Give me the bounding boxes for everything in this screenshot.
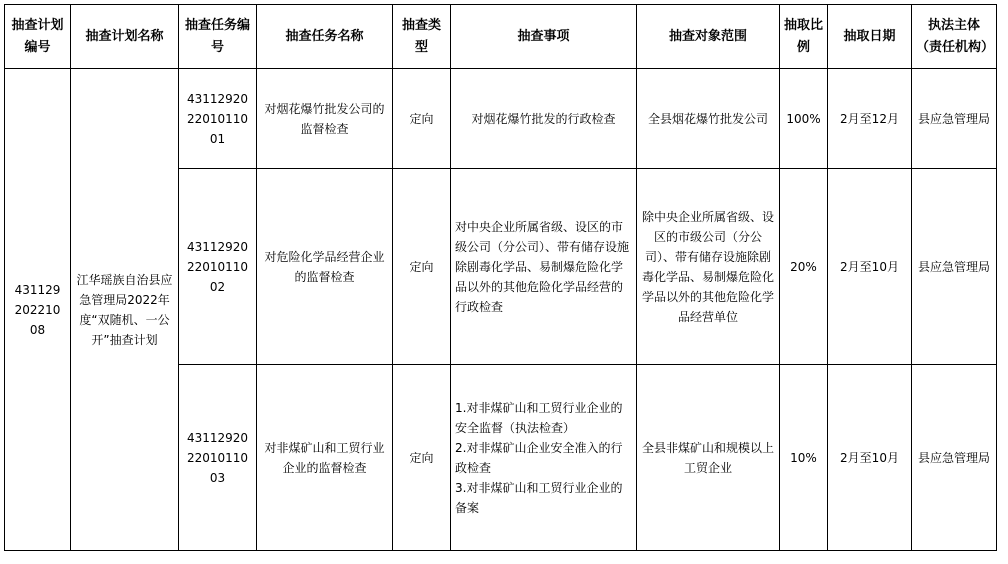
check-type-cell: 定向 xyxy=(393,169,451,365)
header-task-name: 抽查任务名称 xyxy=(257,5,393,69)
header-plan-code: 抽查计划编号 xyxy=(5,5,71,69)
task-code-cell: 43112920 22010110 01 xyxy=(179,69,257,169)
object-scope-cell: 全县烟花爆竹批发公司 xyxy=(637,69,780,169)
header-plan-name: 抽查计划名称 xyxy=(71,5,179,69)
task-name-cell: 对非煤矿山和工贸行业企业的监督检查 xyxy=(257,365,393,551)
header-date: 抽取日期 xyxy=(828,5,912,69)
object-scope-cell: 全县非煤矿山和规模以上工贸企业 xyxy=(637,365,780,551)
task-name-cell: 对烟花爆竹批发公司的监督检查 xyxy=(257,69,393,169)
header-row xyxy=(5,5,997,69)
task-name-cell: 对危险化学品经营企业的监督检查 xyxy=(257,169,393,365)
check-type-cell: 定向 xyxy=(393,69,451,169)
task-code-cell: 43112920 22010110 03 xyxy=(179,365,257,551)
object-scope-cell: 除中央企业所属省级、设区的市级公司（分公司）、带有储存设施除剧毒化学品、易制爆危险化学品以外的其他危险化学品经营单位 xyxy=(637,169,780,365)
task-code-cell: 43112920 22010110 02 xyxy=(179,169,257,365)
header-object-scope: 抽查对象范围 xyxy=(637,5,780,69)
plan-name-cell: 江华瑶族自治县应急管理局2022年度“双随机、一公开”抽查计划 xyxy=(71,69,179,551)
ratio-cell: 10% xyxy=(780,365,828,551)
date-cell: 2月至12月 xyxy=(828,69,912,169)
authority-cell: 县应急管理局 xyxy=(912,365,997,551)
authority-cell: 县应急管理局 xyxy=(912,169,997,365)
check-items-cell: 对烟花爆竹批发的行政检查 xyxy=(451,69,637,169)
check-type-cell: 定向 xyxy=(393,365,451,551)
header-check-type: 抽查类型 xyxy=(393,5,451,69)
date-cell: 2月至10月 xyxy=(828,169,912,365)
ratio-cell: 100% xyxy=(780,69,828,169)
table-row xyxy=(5,69,997,169)
ratio-cell: 20% xyxy=(780,169,828,365)
header-task-code: 抽查任务编号 xyxy=(179,5,257,69)
header-check-items: 抽查事项 xyxy=(451,5,637,69)
authority-cell: 县应急管理局 xyxy=(912,69,997,169)
header-authority: 执法主体（责任机构） xyxy=(912,5,997,69)
check-items-cell: 对中央企业所属省级、设区的市级公司（分公司）、带有储存设施除剧毒化学品、易制爆危险化学品以外的其他危险化学品经营的行政检查 xyxy=(451,169,637,365)
date-cell: 2月至10月 xyxy=(828,365,912,551)
header-ratio: 抽取比例 xyxy=(780,5,828,69)
plan-code-cell: 431129 202210 08 xyxy=(5,69,71,551)
check-items-cell: 1.对非煤矿山和工贸行业企业的安全监督（执法检查） 2.对非煤矿山企业安全准入的行政检查 3.对非煤矿山和工贸行业企业的备案 xyxy=(451,365,637,551)
inspection-plan-table xyxy=(4,4,997,551)
